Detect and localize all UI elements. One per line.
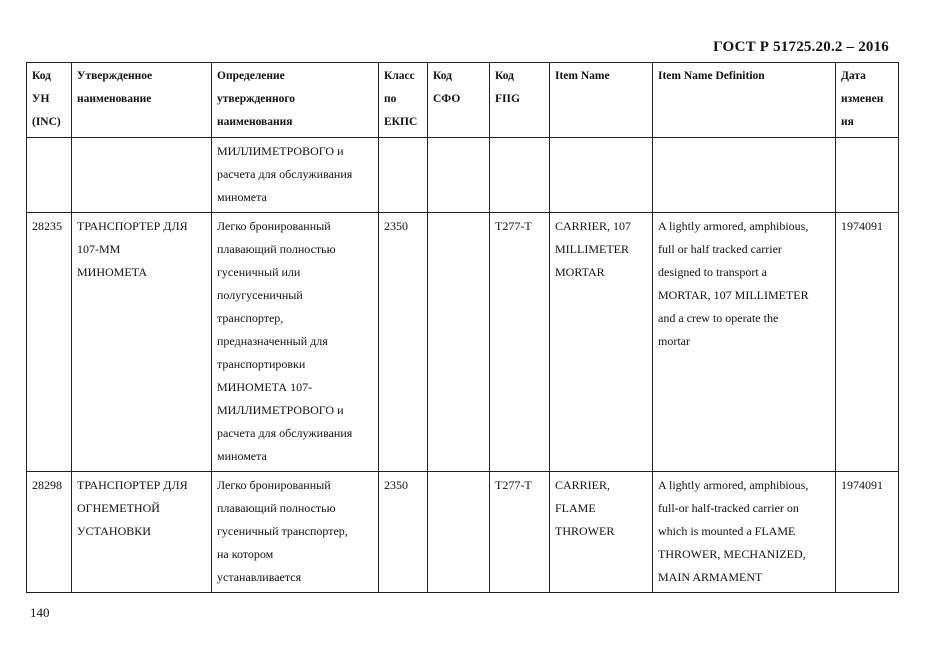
cell-text-line: full or half tracked carrier [658, 242, 782, 256]
header-name-definition [212, 63, 379, 138]
cell-text-line: and a crew to operate the [658, 311, 779, 325]
cell-approved-name [72, 472, 212, 593]
cell-text-line: 2350 [384, 219, 408, 233]
cell-text-line: MILLIMETER [555, 242, 629, 256]
header-text-line: Определение [217, 70, 285, 82]
cell-text-line: which is mounted a FLAME [658, 524, 796, 538]
cell-text-line: устанавливается [217, 570, 302, 584]
header-fiig-code [490, 63, 550, 138]
cell-item-name [550, 138, 653, 213]
cell-text-line: 28298 [32, 478, 62, 492]
header-text-line: Item Name [555, 70, 610, 82]
cell-text-line: full-or half-tracked carrier on [658, 501, 799, 515]
cell-ekps-class [379, 213, 428, 472]
cell-text-line: гусеничный или [217, 265, 301, 279]
cell-text-line: расчета для обслуживания [217, 426, 353, 440]
cell-text-line: T277-T [495, 219, 532, 233]
cell-sfo-code [428, 472, 490, 593]
cell-text-line: гусеничный транспортер, [217, 524, 348, 538]
cell-text-line: предназначенный для [217, 334, 328, 348]
cell-inc-code [27, 213, 72, 472]
cell-text-line: транспортер, [217, 311, 284, 325]
cell-text-line: Легко бронированный [217, 478, 331, 492]
header-text-line: наименования [217, 116, 293, 128]
header-item-name [550, 63, 653, 138]
cell-text-line: МИЛЛИМЕТРОВОГО и [217, 403, 344, 417]
header-text-line: (INC) [32, 116, 61, 128]
cell-name-definition [212, 138, 379, 213]
cell-text-line: Легко бронированный [217, 219, 331, 233]
cell-text-line: MORTAR [555, 265, 605, 279]
catalog-table [26, 62, 899, 593]
cell-text-line: MAIN ARMAMENT [658, 570, 763, 584]
cell-item-name-definition [653, 472, 836, 593]
header-text-line: наименование [77, 93, 152, 105]
header-inc-code [27, 63, 72, 138]
header-text-line: изменен [841, 93, 884, 105]
cell-change-date [836, 472, 899, 593]
cell-text-line: МИНОМЕТА [77, 265, 148, 279]
header-text-line: Item Name Definition [658, 70, 765, 82]
header-text-line: УН [32, 93, 50, 105]
cell-approved-name [72, 138, 212, 213]
cell-text-line: CARRIER, 107 [555, 219, 632, 233]
header-sfo-code [428, 63, 490, 138]
cell-text-line: УСТАНОВКИ [77, 524, 151, 538]
header-text-line: Код [495, 70, 515, 82]
cell-name-definition [212, 213, 379, 472]
cell-text-line: ОГНЕМЕТНОЙ [77, 501, 160, 515]
header-approved-name [72, 63, 212, 138]
cell-text-line: 1974091 [841, 219, 883, 233]
header-text-line: утвержденного [217, 93, 296, 105]
cell-fiig-code [490, 213, 550, 472]
cell-text-line: расчета для обслуживания [217, 167, 353, 181]
header-text-line: Класс [384, 70, 415, 82]
header-ekps-class [379, 63, 428, 138]
cell-text-line: CARRIER, [555, 478, 611, 492]
table-row [27, 472, 899, 593]
cell-text-line: 28235 [32, 219, 62, 233]
cell-name-definition [212, 472, 379, 593]
cell-sfo-code [428, 213, 490, 472]
cell-change-date [836, 213, 899, 472]
cell-fiig-code [490, 472, 550, 593]
header-text-line: Код [32, 70, 52, 82]
cell-text-line: 1974091 [841, 478, 883, 492]
cell-text-line: T277-T [495, 478, 532, 492]
cell-text-line: полугусеничный [217, 288, 303, 302]
cell-text-line: FLAME [555, 501, 596, 515]
header-text-line: по [384, 93, 397, 105]
header-text-line: СФО [433, 93, 461, 105]
table-row [27, 213, 899, 472]
cell-text-line: миномета [217, 449, 267, 463]
cell-text-line: МИНОМЕТА 107- [217, 380, 313, 394]
cell-item-name-definition [653, 138, 836, 213]
header-text-line: Дата [841, 70, 866, 82]
cell-fiig-code [490, 138, 550, 213]
cell-text-line: A lightly armored, amphibious, [658, 478, 809, 492]
cell-text-line: MORTAR, 107 MILLIMETER [658, 288, 809, 302]
header-text-line: Утвержденное [77, 70, 153, 82]
cell-text-line: транспортировки [217, 357, 306, 371]
cell-text-line: A lightly armored, amphibious, [658, 219, 809, 233]
cell-text-line: плавающий полностью [217, 242, 336, 256]
header-text-line: Код [433, 70, 453, 82]
page-number: 140 [30, 605, 50, 620]
cell-text-line: designed to transport a [658, 265, 767, 279]
header-text-line: ЕКПС [384, 116, 418, 128]
cell-item-name-definition [653, 213, 836, 472]
cell-ekps-class [379, 472, 428, 593]
header-text-line: ия [841, 116, 854, 128]
cell-text-line: THROWER [555, 524, 615, 538]
cell-text-line: 2350 [384, 478, 408, 492]
cell-item-name [550, 213, 653, 472]
cell-text-line: на котором [217, 547, 274, 561]
header-item-name-definition [653, 63, 836, 138]
cell-text-line: МИЛЛИМЕТРОВОГО и [217, 144, 344, 158]
cell-approved-name [72, 213, 212, 472]
table-body [27, 138, 899, 593]
cell-item-name [550, 472, 653, 593]
cell-change-date [836, 138, 899, 213]
cell-text-line: миномета [217, 190, 267, 204]
cell-sfo-code [428, 138, 490, 213]
cell-text-line: mortar [658, 334, 690, 348]
standard-title: ГОСТ Р 51725.20.2 – 2016 [713, 39, 889, 55]
header-change-date [836, 63, 899, 138]
table-header-row [27, 63, 899, 138]
header-text-line: FIIG [495, 93, 520, 105]
cell-text-line: THROWER, MECHANIZED, [658, 547, 806, 561]
cell-text-line: плавающий полностью [217, 501, 336, 515]
table-row [27, 138, 899, 213]
cell-text-line: ТРАНСПОРТЕР ДЛЯ [77, 478, 188, 492]
cell-text-line: 107-ММ [77, 242, 121, 256]
cell-inc-code [27, 138, 72, 213]
cell-text-line: ТРАНСПОРТЕР ДЛЯ [77, 219, 188, 233]
cell-inc-code [27, 472, 72, 593]
cell-ekps-class [379, 138, 428, 213]
